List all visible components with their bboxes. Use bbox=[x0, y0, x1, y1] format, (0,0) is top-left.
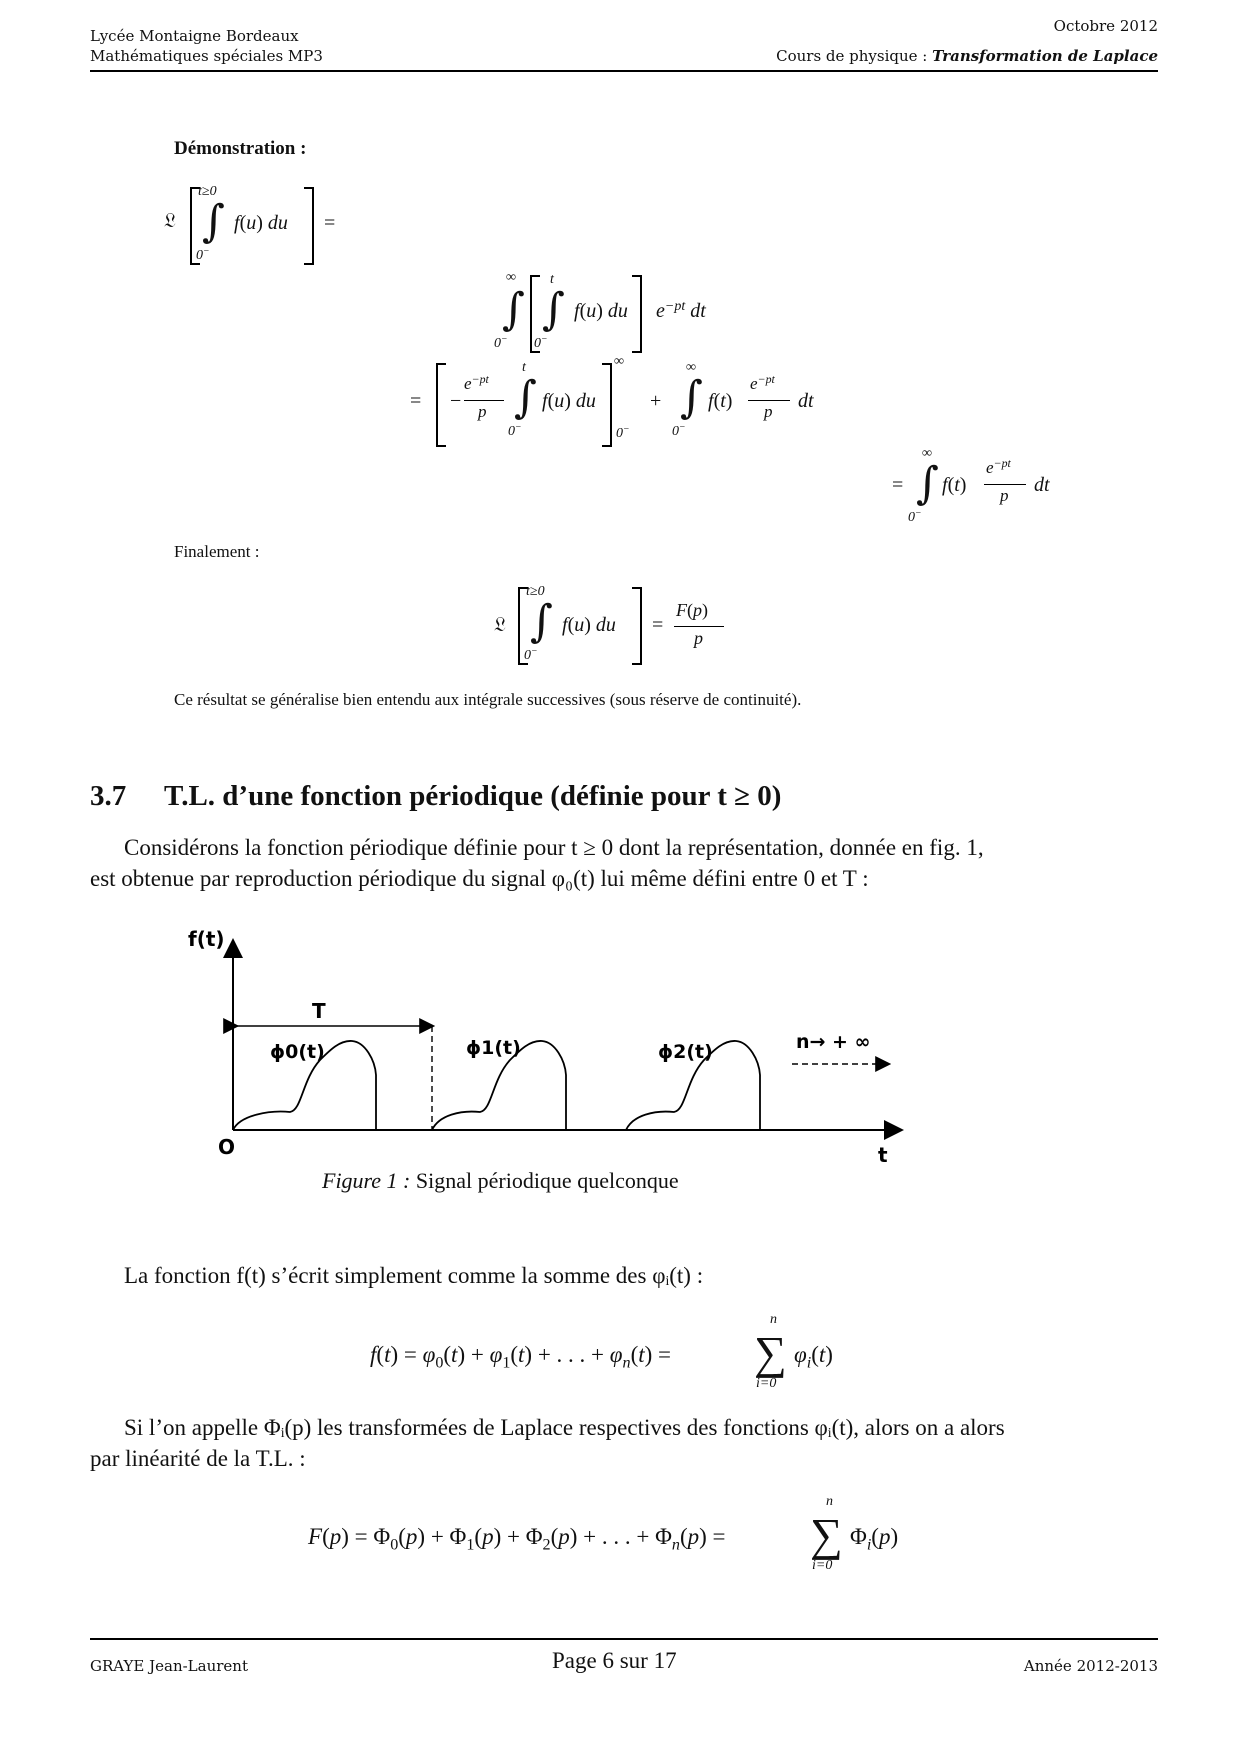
equation-final-result: 𝔏 t≥0 ∫ 0− f(u) du = F(p) p bbox=[490, 582, 750, 672]
origin-label: O bbox=[218, 1135, 236, 1159]
periodic-signal-figure bbox=[180, 930, 910, 1170]
figure-caption-prefix: Figure 1 : bbox=[322, 1168, 411, 1193]
phi1-label: ϕ1(t) bbox=[466, 1037, 521, 1059]
phi0-label: ϕ0(t) bbox=[270, 1041, 325, 1063]
period-label: T bbox=[312, 999, 326, 1023]
phi2-label: ϕ2(t) bbox=[658, 1041, 713, 1063]
header-course-prefix: Cours de physique : bbox=[776, 47, 928, 65]
section-paragraph-1-line-1: Considérons la fonction périodique définie pour t ≥ 0 dont la représentation, donnée en fig. 1, bbox=[124, 835, 984, 860]
equation-laplace-integral-lhs: 𝔏 t≥0 ∫ 0− f(u) du = bbox=[164, 184, 336, 263]
demonstration-label: Démonstration : bbox=[174, 138, 307, 159]
footer-rule bbox=[90, 1638, 1158, 1640]
equation-laplace-sum: $F(p) = \Phi_0(p) + \Phi_1(p) + \Phi_2(p)$ + . . . + $\Phi_n(p)$ = n ∑ i=0 $\Phi_i(p)$ bbox=[308, 1494, 899, 1573]
header-course bbox=[776, 46, 1158, 66]
section-title: T.L. d’une fonction périodique (définie pour t ≥ 0) bbox=[164, 780, 782, 812]
y-axis-label: f(t) bbox=[188, 930, 225, 951]
equation-double-integral: ∞ ∫ 0− t ∫ 0− f(u) du $e^{-pt}$ dt bbox=[494, 270, 706, 351]
section-paragraph-2: La fonction f(t) s’écrit simplement comme la somme des φᵢ(t) : bbox=[124, 1263, 704, 1288]
equation-result-integral: = ∞ ∫ 0− f(t) $e^{-pt}$ p dt bbox=[892, 446, 1050, 525]
finally-label: Finalement : bbox=[174, 542, 260, 561]
footer-page-number: Page 6 sur 17 bbox=[552, 1648, 677, 1673]
equation-signal-sum: $f(t) = \varphi_0(t) + \varphi_1(t)$ + . . . + $\varphi_n(t)$ = n ∑ i=0 $\varphi_i(t)$ bbox=[370, 1312, 833, 1391]
header-school: Lycée Montaigne Bordeaux bbox=[90, 27, 299, 45]
figure-caption-text: Signal périodique quelconque bbox=[415, 1168, 679, 1193]
equation-integration-by-parts: = − $e^{-pt}$ p t ∫ 0− f(u) du ∞ 0− + ∞ ∫ 0− f(t) $e^{-pt}$ p dt bbox=[410, 354, 830, 454]
x-axis-label: t bbox=[878, 1143, 888, 1167]
header-course-title: Transformation de Laplace bbox=[932, 47, 1158, 65]
footer-year: Année 2012-2013 bbox=[1023, 1657, 1158, 1675]
section-paragraph-1-line-2: est obtenue par reproduction périodique du signal φ₀(t) lui même défini entre 0 et T : bbox=[90, 866, 869, 891]
header-rule bbox=[90, 70, 1158, 72]
header-date: Octobre 2012 bbox=[1053, 17, 1158, 35]
section-number: 3.7 bbox=[90, 780, 127, 812]
limit-label: n→ + ∞ bbox=[796, 1031, 871, 1053]
generalisation-text: Ce résultat se généralise bien entendu aux intégrale successives (sous réserve de continuité). bbox=[174, 690, 802, 709]
section-paragraph-3-line-2: par linéarité de la T.L. : bbox=[90, 1446, 306, 1471]
section-paragraph-3-line-1: Si l’on appelle Φᵢ(p) les transformées de Laplace respectives des fonctions φᵢ(t), alors on a alors bbox=[124, 1415, 1005, 1440]
footer-author: GRAYE Jean-Laurent bbox=[90, 1657, 248, 1675]
figure-caption bbox=[322, 1168, 679, 1194]
header-class: Mathématiques spéciales MP3 bbox=[90, 47, 323, 65]
